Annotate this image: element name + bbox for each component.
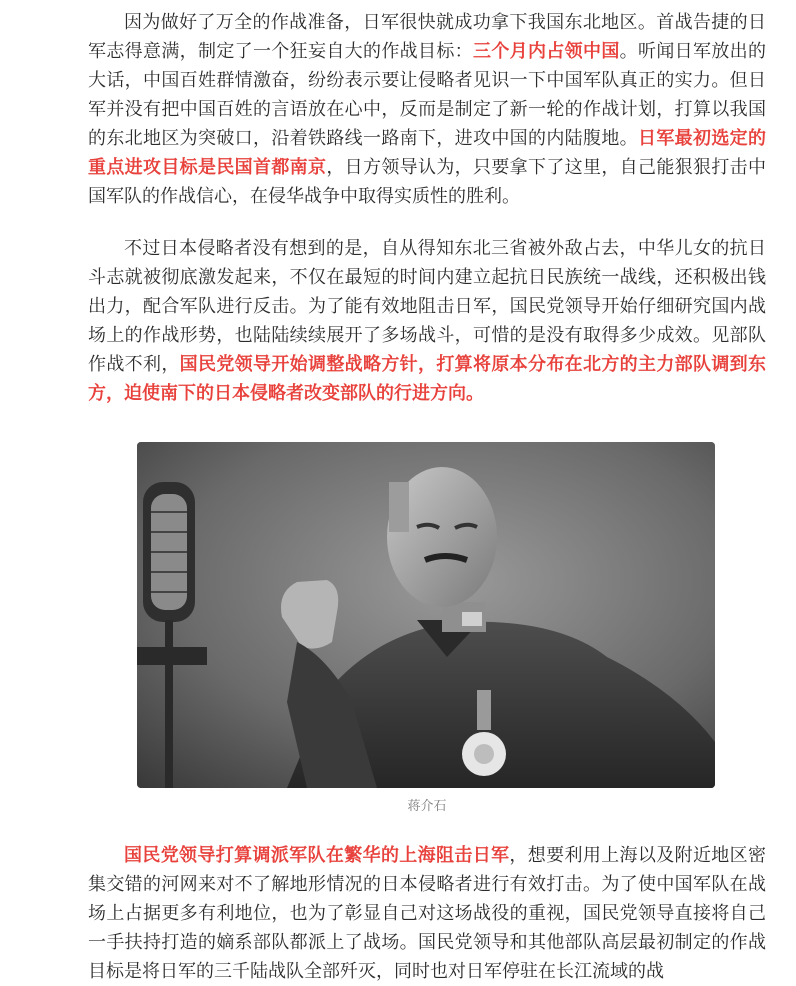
- paragraph-2-highlight-a: 国民党领导开始调整战略方针，打算将原本分布在北方的主力部队调到东方，迫使南下的日本侵略者改变部队的行进方向。: [88, 354, 767, 404]
- photo-illustration: [137, 442, 715, 788]
- paragraph-1-highlight-a: 三个月内占领中国: [473, 41, 620, 62]
- paragraph-2: [88, 234, 766, 408]
- article-photo: [137, 442, 715, 788]
- paragraph-1-text-b: 。听闻日军放出的大话，中国百姓群情激奋，纷纷表示要让侵略者见识一下中国军队真正的实力。但日军并没有把中国百姓的言语放在心中，反而是制定了新一轮的作战计划，打算以我国的东北地区为突破口，沿着铁路线一路南下，进攻中国的内陆腹地。: [88, 41, 767, 149]
- paragraph-1-text-a: 因为做好了万全的作战准备，日军很快就成功拿下我国东北地区。首战告捷的日军志得意满，制定了一个狂妄自大的作战目标：: [88, 12, 766, 62]
- paragraph-3-highlight-a: 国民党领导打算调派军队在繁华的上海阻击日军: [124, 845, 510, 866]
- paragraph-1-text-c: ，日方领导认为，只要拿下了这里，自己能狠狠打击中国军队的作战信心，在侵华战争中取得实质性的胜利。: [88, 157, 767, 207]
- paragraph-3-text-a: ，想要利用上海以及附近地区密集交错的河网来对不了解地形情况的日本侵略者进行有效打击。为了使中国军队在战场上占据更多有利地位，也为了彰显自己对这场战役的重视，国民党领导直接将自己一手扶持打造的嫡系部队都派上了战场。国民党领导和其他部队高层最初制定的作战目标是将日军的三千陆战队全部歼灭，同时也对日军停驻在长江流域的战: [88, 845, 767, 982]
- photo-caption: 蒋介石: [407, 799, 447, 814]
- paragraph-3: [88, 841, 766, 986]
- paragraph-spacer: [88, 211, 766, 234]
- paragraph-spacer-2: [88, 817, 766, 841]
- paragraph-2-text-a: 不过日本侵略者没有想到的是，自从得知东北三省被外敌占去，中华儿女的抗日斗志就被彻底激发起来，不仅在最短的时间内建立起抗日民族统一战线，还积极出钱出力，配合军队进行反击。为了能有效地阻击日军，国民党领导开始仔细研究国内战场上的作战形势，也陆陆续续展开了多场战斗，可惜的是没有取得多少成效。见部队作战不利，: [88, 238, 766, 375]
- figure-spacer: [88, 408, 766, 442]
- paragraph-1: [88, 8, 766, 211]
- article-body: [88, 8, 766, 986]
- paragraph-1-highlight-b: 日军最初选定的重点进攻目标是民国首都南京: [88, 128, 766, 178]
